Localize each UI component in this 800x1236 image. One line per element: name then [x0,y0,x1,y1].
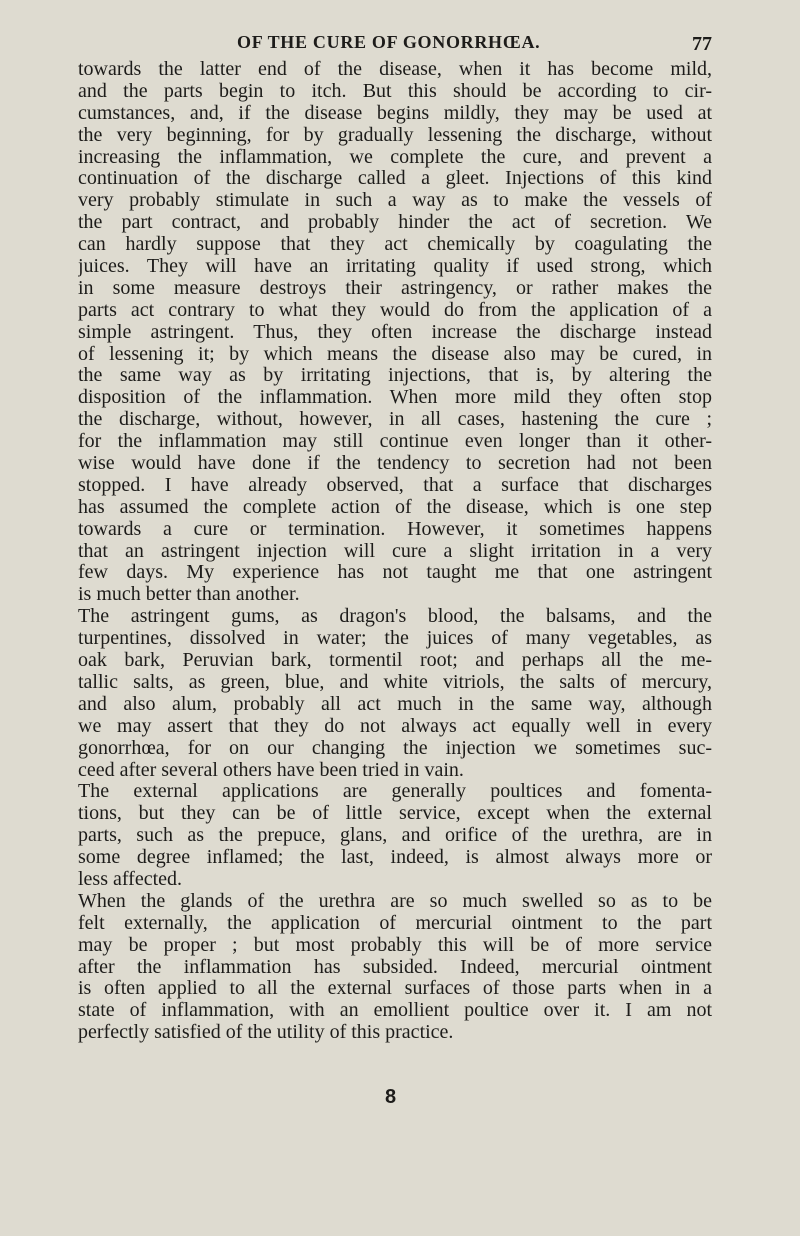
text-line: The astringent gums, as dragon's blood, the balsams, and the [78,606,712,628]
text-line: parts act contrary to what they would do from the application of a [78,299,712,321]
text-line: the part contract, and probably hinder the act of secretion. We [78,212,712,234]
text-line: less affected. [78,868,183,890]
text-line: juices. They will have an irritating quality if used strong, which [78,256,712,278]
text-line: for the inflammation may still continue even longer than it other- [78,431,712,453]
text-line: wise would have done if the tendency to secretion had not been [78,453,712,475]
text-line: few days. My experience has not taught me that one astringent [78,562,712,584]
text-line: can hardly suppose that they act chemically by coagulating the [78,234,712,256]
text-line: is often applied to all the external surfaces of those parts when in a [78,978,712,1000]
text-line: may be proper ; but most probably this will be of more service [78,934,712,956]
text-line: parts, such as the prepuce, glans, and orifice of the urethra, are in [78,825,712,847]
running-title: OF THE CURE OF GONORRHŒA. [237,32,541,52]
text-line: continuation of the discharge called a gleet. Injections of this kind [78,168,712,190]
signature-mark: 8 [385,1086,397,1108]
page-number: 77 [692,33,712,55]
text-line: perfectly satisfied of the utility of this practice. [78,1022,454,1044]
text-line: turpentines, dissolved in water; the juices of many vegetables, as [78,628,712,650]
text-line: very probably stimulate in such a way as to make the vessels of [78,190,712,212]
text-line: ceed after several others have been tried in vain. [78,759,464,781]
running-head [78,30,712,60]
text-line: towards a cure or termination. However, it sometimes happens [78,518,712,540]
text-line: the same way as by irritating injections, that is, by altering the [78,365,712,387]
text-line: tions, but they can be of little service, except when the external [78,803,712,825]
text-line: and the parts begin to itch. But this should be according to cir- [78,80,712,102]
text-line: stopped. I have already observed, that a surface that discharges [78,474,712,496]
text-line: increasing the inflammation, we complete the cure, and prevent a [78,146,712,168]
text-line: has assumed the complete action of the disease, which is one step [78,496,712,518]
text-line: oak bark, Peruvian bark, tormentil root; and perhaps all the me- [78,650,712,672]
text-line: When the glands of the urethra are so much swelled so as to be [78,890,712,912]
text-line: is much better than another. [78,584,300,606]
text-line: cumstances, and, if the disease begins mildly, they may be used at [78,102,712,124]
text-line: The external applications are generally poultices and fomenta- [78,781,712,803]
text-line: gonorrhœa, for on our changing the injection we sometimes suc- [78,737,712,759]
text-line: simple astringent. Thus, they often increase the discharge instead [78,321,712,343]
text-line: in some measure destroys their astringency, or rather makes the [78,277,712,299]
text-line: the discharge, without, however, in all cases, hastening the cure ; [78,409,712,431]
text-line: felt externally, the application of mercurial ointment to the part [78,912,712,934]
text-line: disposition of the inflammation. When more mild they often stop [78,387,712,409]
text-line: we may assert that they do not always act equally well in every [78,715,712,737]
text-line: that an astringent injection will cure a slight irritation in a very [78,540,712,562]
text-line: after the inflammation has subsided. Indeed, mercurial ointment [78,956,712,978]
text-line: state of inflammation, with an emollient poultice over it. I am not [78,1000,712,1022]
text-line: tallic salts, as green, blue, and white vitriols, the salts of mercury, [78,671,712,693]
text-line: towards the latter end of the disease, when it has become mild, [78,59,712,80]
text-line: of lessening it; by which means the disease also may be cured, in [78,343,712,365]
body-text [78,59,712,1044]
text-line: and also alum, probably all act much in the same way, although [78,693,712,715]
text-line: the very beginning, for by gradually lessening the discharge, without [78,124,712,146]
text-line: some degree inflamed; the last, indeed, is almost always more or [78,847,712,869]
